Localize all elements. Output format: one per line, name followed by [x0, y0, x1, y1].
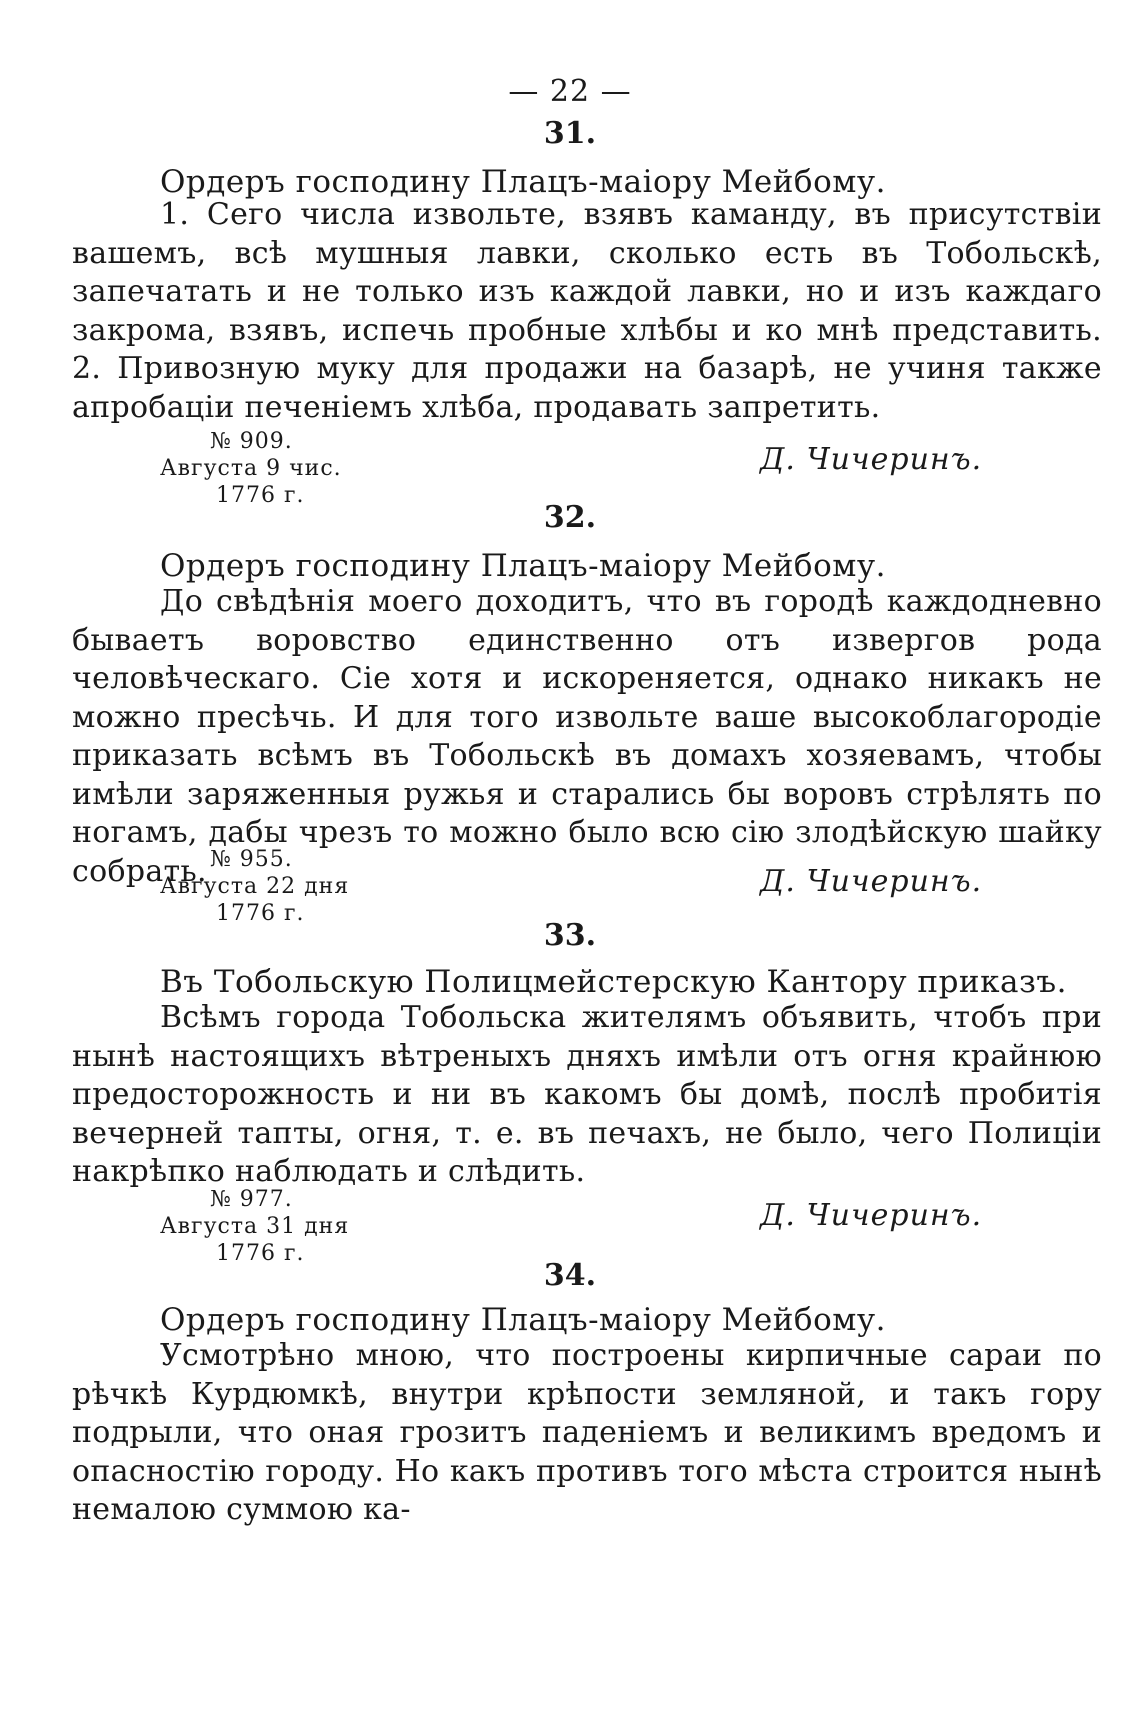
- registration-number: № 977.: [210, 1187, 293, 1212]
- document-body: 1. Сего числа извольте, взявъ каманду, въ присутствіи вашемъ, всѣ мушныя лавки, сколько есть въ Тобольскѣ, запечатать и не только изъ каждой лавки, но и изъ каждаго закрома, взявъ, испечь пробные хлѣбы и ко мнѣ представить. 2. Привозную муку для продажи на базарѣ, не учиня также апробаціи печеніемъ хлѣба, продавать запретить.: [72, 197, 1102, 425]
- document-date: Августа 9 чис.: [160, 456, 342, 481]
- document-number: 32.: [543, 500, 597, 535]
- document-number: 33.: [543, 918, 597, 953]
- document-heading: Ордеръ господину Плацъ-маіору Мейбому.: [160, 1302, 886, 1338]
- document-date: Августа 22 дня: [160, 874, 350, 899]
- signature: Д. Чичеринъ.: [760, 442, 983, 477]
- document-heading: Ордеръ господину Плацъ-маіору Мейбому.: [160, 164, 886, 200]
- signature: Д. Чичеринъ.: [760, 864, 983, 899]
- document-heading: Въ Тобольскую Полицмейстерскую Кантору приказъ.: [160, 964, 1067, 1000]
- document-meta: [160, 1186, 349, 1267]
- document-meta: [160, 846, 349, 927]
- document-heading: Ордеръ господину Плацъ-маіору Мейбому.: [160, 548, 886, 584]
- document-year: 1776 г.: [216, 901, 305, 926]
- document-date: Августа 31 дня: [160, 1214, 350, 1239]
- document-number: 31.: [543, 116, 597, 151]
- document-meta: [160, 428, 342, 509]
- document-body: До свѣдѣнія моего доходитъ, что въ городѣ каждодневно бываетъ воровство единственно отъ извергов рода человѣческаго. Сіе хотя и искореняется, однако никакъ не можно пресѣчь. И для того извольте ваше высокоблагородіе приказать всѣмъ въ Тобольскѣ въ домахъ хозяевамъ, чтобы имѣли заряженныя ружья и старались бы воровъ стрѣлять по ногамъ, дабы чрезъ то можно было всю сію злодѣйскую шайку собрать.: [72, 584, 1102, 889]
- document-number: 34.: [543, 1258, 597, 1293]
- document-year: 1776 г.: [216, 483, 305, 508]
- registration-number: № 909.: [210, 429, 293, 454]
- document-body: Усмотрѣно мною, что построены кирпичные сараи по рѣчкѣ Курдюмкѣ, внутри крѣпости земляной, и такъ гору подрыли, что оная грозитъ паденіемъ и великимъ вредомъ и опасностію городу. Но какъ противъ того мѣста строится нынѣ немалою суммою ка-: [72, 1338, 1102, 1527]
- signature: Д. Чичеринъ.: [760, 1198, 983, 1233]
- document-body: Всѣмъ города Тобольска жителямъ объявить, чтобъ при нынѣ настоящихъ вѣтреныхъ дняхъ имѣли отъ огня крайнюю предосторожность и ни въ какомъ бы домѣ, послѣ пробитія вечерней тапты, огня, т. е. въ печахъ, не было, чего Полиціи накрѣпко наблюдать и слѣдить.: [72, 1000, 1102, 1189]
- document-year: 1776 г.: [216, 1241, 305, 1266]
- page-number: — 22 —: [508, 74, 632, 109]
- registration-number: № 955.: [210, 847, 293, 872]
